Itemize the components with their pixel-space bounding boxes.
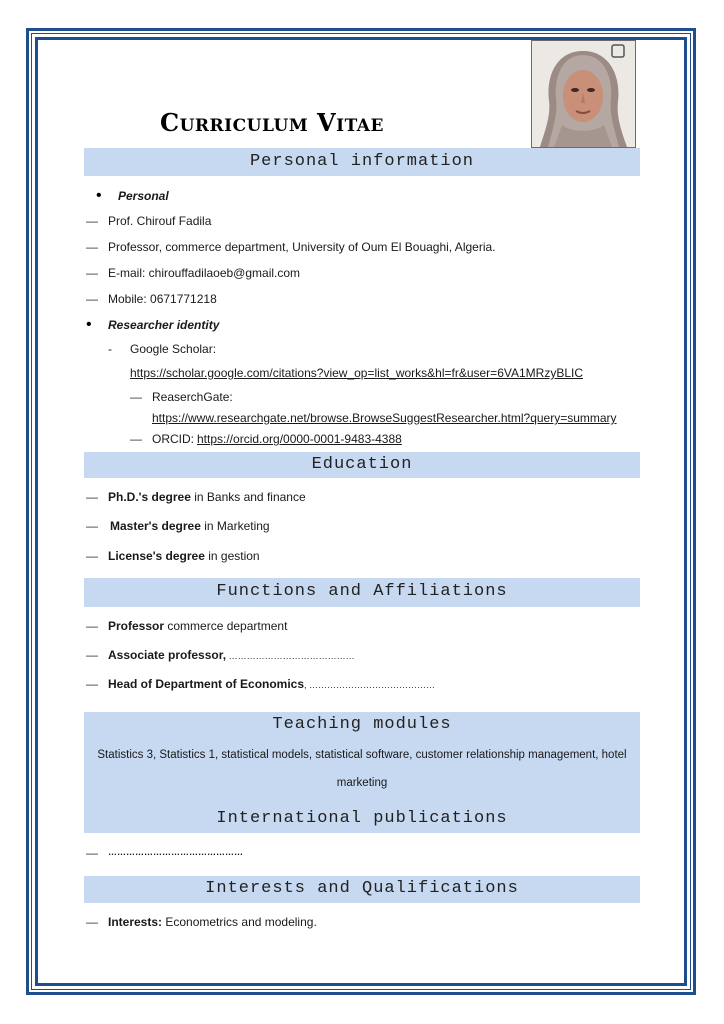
bullet-icon: • (86, 316, 92, 333)
personal-heading: Personal (118, 189, 169, 203)
orcid-label: ORCID: (152, 432, 194, 446)
personal-email: E-mail: chirouffadilaoeb@gmail.com (108, 266, 301, 280)
education-degree: Master's degree (110, 519, 201, 533)
teaching-modules-line2: marketing (336, 777, 388, 789)
section-personal-information (84, 148, 640, 176)
dash-icon: — (86, 214, 98, 228)
personal-position: Professor, commerce department, University of Oum El Bouaghi, Algeria. (108, 240, 496, 254)
teaching-modules-line1: Statistics 3, Statistics 1, statistical models, statistical software, customer relationship management, hotel (97, 749, 627, 761)
education-item (108, 549, 260, 563)
section-title: Functions and Affiliations (216, 582, 508, 601)
personal-name: Prof. Chirouf Fadila (108, 214, 212, 228)
section-title: Education (311, 455, 413, 474)
interests-item (108, 915, 317, 929)
dash-icon: — (86, 240, 98, 254)
education-field: in gestion (204, 549, 260, 563)
section-teaching (84, 712, 640, 833)
section-title: Personal information (249, 152, 475, 171)
dash-icon: — (86, 648, 98, 662)
interests-value: Econometrics and modeling. (162, 915, 317, 929)
dash-icon: — (86, 677, 98, 691)
bullet-icon: • (96, 187, 102, 204)
profile-photo (531, 40, 636, 148)
section-education (84, 452, 640, 478)
section-title: Interests and Qualifications (205, 879, 519, 898)
function-item (108, 677, 435, 691)
researchgate-label: ReaserchGate: (152, 390, 233, 404)
section-title-publications: International publications (216, 809, 508, 828)
function-detail: commerce department (164, 619, 288, 633)
function-item (108, 619, 287, 633)
dash-icon: — (86, 549, 98, 563)
scholar-label: Google Scholar: (130, 342, 217, 356)
dash-icon: — (130, 432, 142, 446)
function-title: Professor (108, 619, 165, 633)
section-interests (84, 876, 640, 903)
education-item (108, 490, 306, 504)
publication-item: ……………………………………… (108, 847, 243, 857)
function-title: Head of Department of Economics (108, 677, 305, 691)
education-degree: Ph.D.'s degree (108, 490, 191, 504)
dash-icon: — (86, 846, 98, 860)
education-item (110, 519, 270, 533)
scholar-link[interactable]: https://scholar.google.com/citations?view_op=list_works&hl=fr&user=6VA1MRzyBLIC (130, 366, 583, 380)
function-title: Associate professor, (108, 648, 227, 662)
education-field: in Banks and finance (190, 490, 306, 504)
dash-icon: — (86, 915, 98, 929)
dash-icon: — (86, 619, 98, 633)
dash-icon: — (86, 266, 98, 280)
dash-icon: — (130, 390, 142, 404)
section-title: Teaching modules (272, 715, 452, 734)
function-item (108, 648, 355, 662)
page-border-inner (35, 37, 687, 986)
dash-icon: — (86, 519, 98, 533)
education-field: in Marketing (200, 519, 270, 533)
section-functions (84, 578, 640, 607)
function-detail: , …………………………………… (304, 680, 436, 690)
function-detail: …………………………………… (226, 651, 355, 661)
scholar-dash: - (108, 342, 112, 356)
personal-mobile: Mobile: 0671771218 (108, 292, 217, 306)
researcher-heading: Researcher identity (108, 318, 220, 332)
education-degree: License's degree (108, 549, 205, 563)
page-title: Curriculum Vitae (160, 108, 384, 137)
researchgate-link[interactable]: https://www.researchgate.net/browse.BrowseSuggestResearcher.html?query=summary (152, 411, 617, 425)
orcid-link[interactable]: https://orcid.org/0000-0001-9483-4388 (197, 432, 402, 446)
dash-icon: — (86, 292, 98, 306)
interests-label: Interests: (108, 915, 163, 929)
dash-icon: — (86, 490, 98, 504)
